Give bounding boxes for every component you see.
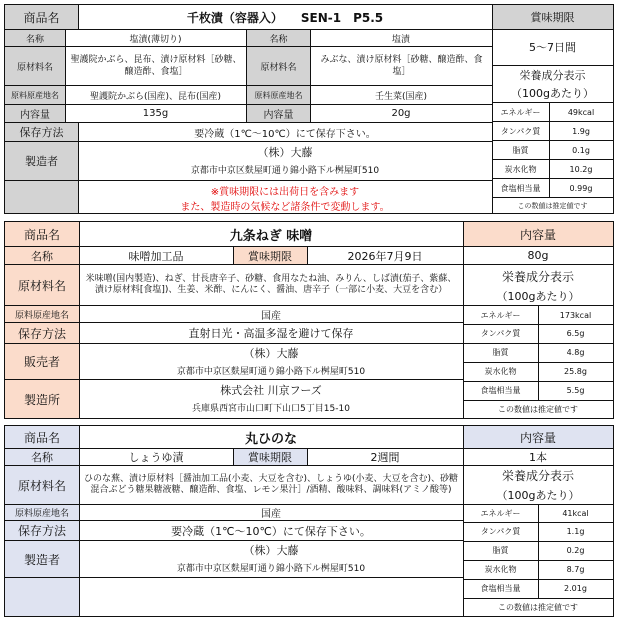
- label2-nutrition-basis: （100gあたり）: [496, 289, 580, 303]
- nutrition-value: 25.8g: [564, 367, 587, 376]
- label1-storage-value: 要冷蔵（1℃～10℃）にて保存下さい。: [194, 128, 376, 140]
- nutrition-value: 1.1g: [566, 527, 585, 536]
- label2-content-header: 内容量: [463, 222, 613, 246]
- label1-maker-label: 製造者: [5, 142, 78, 180]
- nutrition-value: 0.2g: [566, 546, 585, 555]
- label1-left-ingredients-label: 原材料名: [5, 47, 65, 85]
- nutrition-value: 0.1g: [572, 145, 590, 155]
- label3-name-value: しょうゆ漬: [128, 451, 184, 464]
- nutrition-label: 脂質: [492, 348, 509, 357]
- label3-content-header: 内容量: [463, 426, 613, 448]
- label1-left-origin-value: 聖護院かぶら(国産)、昆布(国産): [89, 91, 222, 102]
- label1-right-origin-value: 壬生菜(国産): [374, 91, 428, 102]
- nutrition-value: 5.5g: [566, 386, 585, 395]
- nutrition-label: 食塩相当量: [480, 386, 521, 395]
- nutrition-value: 41kcal: [562, 509, 589, 518]
- label1-left-origin-label: 原料原産地名: [5, 86, 65, 104]
- label2-maker-name: 株式会社 川京フーズ: [220, 383, 322, 397]
- nutrition-value: 6.5g: [566, 329, 585, 338]
- label3-origin-label: 原料原産地名: [5, 505, 79, 520]
- label2-storage-value: 直射日光・高温多湿を避けて保存: [188, 327, 354, 340]
- nutrition-label: エネルギー: [500, 107, 541, 117]
- label1-left-content-value: 135g: [142, 108, 169, 119]
- nutrition-value: 49kcal: [567, 107, 595, 117]
- nutrition-row: [492, 160, 613, 178]
- nutrition-row: [492, 103, 613, 121]
- label2-content-value: 80g: [527, 249, 549, 262]
- label3-nutrition-basis: （100gあたり）: [496, 488, 580, 502]
- label1-right-content-value: 20g: [391, 108, 411, 119]
- label1-nutrition-note: この数値は推定値です: [517, 201, 588, 210]
- nutrition-label: タンパク質: [480, 527, 521, 536]
- label1-shelf-life-header: 賞味期限: [492, 5, 613, 29]
- label1-maker-name: （株）大藤: [257, 146, 313, 159]
- label3-storage-label: 保存方法: [5, 521, 79, 540]
- nutrition-value: 10.2g: [569, 164, 593, 174]
- nutrition-value: 2.01g: [564, 584, 587, 593]
- nutrition-row: [492, 122, 613, 140]
- label3-item-name-header: 商品名: [5, 426, 79, 448]
- label2-shelf-life-label: 賞味期限: [233, 247, 307, 264]
- label2-seller-name: （株）大藤: [243, 347, 299, 360]
- label3-maker-label: 製造者: [5, 541, 79, 577]
- label2-seller-label: 販売者: [5, 344, 79, 379]
- label2-nutrition-note: この数値は推定値です: [498, 404, 578, 414]
- label3-maker-name: （株）大藤: [243, 544, 299, 557]
- label2-ingredients-label: 原材料名: [5, 265, 79, 305]
- label2-origin-value: 国産: [261, 310, 281, 322]
- label3-origin-value: 国産: [261, 509, 281, 520]
- nutrition-label: エネルギー: [480, 310, 521, 320]
- label1-note-cell: [5, 181, 78, 213]
- label1-nutrition-title: 栄養成分表示: [519, 69, 586, 82]
- label2-seller-address: 京都市中京区麩屋町通り錦小路下ル桝屋町510: [176, 366, 366, 377]
- label3-maker-address: 京都市中京区麩屋町通り錦小路下ル桝屋町510: [176, 563, 366, 574]
- label3-name-label: 名称: [5, 449, 79, 465]
- label1-right-ingredients-label: 原材料名: [247, 47, 310, 85]
- nutrition-value: 173kcal: [559, 310, 592, 320]
- nutrition-label: タンパク質: [500, 126, 541, 136]
- label2-shelf-life-value: 2026年7月9日: [347, 249, 423, 263]
- label2-ingredients-value: 米味噌(国内製造)、ねぎ、甘長唐辛子、砂糖、食用なたね油、みりん、しば漬(茄子、紫蘇、漬け原材料[食塩])、生姜、米酢、にんにく、醤油、唐辛子（一部に小麦、大豆を含む）: [85, 274, 457, 295]
- nutrition-row: [492, 141, 613, 159]
- nutrition-label: タンパク質: [480, 329, 521, 338]
- nutrition-value: 8.7g: [566, 565, 585, 574]
- label3-shelf-life-label: 賞味期限: [233, 449, 307, 465]
- nutrition-label: エネルギー: [480, 509, 521, 518]
- label1-left-ingredients-value: 聖護院かぶら、昆布、漬け原材料［砂糖、醸造酢、食塩］: [70, 55, 242, 77]
- nutrition-value: 1.9g: [572, 126, 590, 136]
- label1-product-title: 千枚漬（容器入） SEN-1 P5.5: [186, 10, 384, 25]
- label3-shelf-life-value: 2週間: [370, 451, 400, 464]
- label2-maker-label: 製造所: [5, 380, 79, 418]
- label3-product-title: 丸ひのな: [244, 431, 297, 447]
- label1-shelf-life-value: 5～7日間: [529, 41, 576, 54]
- label2-name-label: 名称: [5, 247, 79, 264]
- label2-storage-label: 保存方法: [5, 323, 79, 343]
- label1-note-line1: ※賞味期限には出荷日を含みます: [210, 187, 360, 198]
- nutrition-row: [492, 179, 613, 197]
- label1-note-line2: また、製造時の気候など諸条件で変動します。: [180, 202, 390, 213]
- label1-right-content-label: 内容量: [247, 105, 310, 122]
- nutrition-label: 食塩相当量: [480, 584, 521, 593]
- nutrition-value: 4.8g: [566, 348, 585, 357]
- label1-maker-address: 京都市中京区麩屋町通り錦小路下ル桝屋町510: [190, 166, 380, 176]
- label3-nutrition-note: この数値は推定値です: [498, 602, 578, 612]
- label1-storage-label: 保存方法: [5, 123, 78, 141]
- label2-origin-label: 原料原産地名: [5, 306, 79, 322]
- label3-ingredients-label: 原材料名: [5, 466, 79, 504]
- label2-product-title: 九条ねぎ 味噌: [229, 228, 313, 244]
- label3-nutrition-title: 栄養成分表示: [501, 469, 574, 483]
- nutrition-label: 炭水化物: [484, 565, 517, 574]
- label1-right-name-value: 塩漬: [391, 34, 410, 45]
- label1-right-ingredients-value: みぶな、漬け原材料［砂糖、醸造酢、食塩］: [320, 55, 483, 77]
- label3-blank-cell: [5, 578, 79, 616]
- label1-right-origin-label: 原料原産地名: [247, 86, 310, 104]
- label1-left-name-value: 塩漬(薄切り): [129, 34, 182, 45]
- nutrition-label: 炭水化物: [484, 367, 517, 376]
- label1-item-name-header: 商品名: [5, 5, 78, 29]
- label2-item-name-header: 商品名: [5, 222, 79, 246]
- label2-nutrition-title: 栄養成分表示: [501, 270, 574, 284]
- label1-right-name-label: 名称: [247, 30, 310, 46]
- nutrition-label: 食塩相当量: [500, 183, 541, 193]
- nutrition-value: 0.99g: [569, 183, 593, 193]
- label1-nutrition-basis: （100gあたり）: [511, 87, 594, 100]
- label3-storage-value: 要冷蔵（1℃～10℃）にて保存下さい。: [171, 524, 371, 538]
- nutrition-label: 炭水化物: [504, 164, 537, 174]
- nutrition-label: 脂質: [492, 546, 509, 555]
- nutrition-label: 脂質: [512, 145, 529, 155]
- label3-content-value: 1本: [529, 451, 547, 464]
- label2-maker-address: 兵庫県西宮市山口町下山口5丁目15-10: [192, 404, 350, 414]
- label1-left-content-label: 内容量: [5, 105, 65, 122]
- label2-name-value: 味噌加工品: [128, 249, 184, 263]
- label1-left-name-label: 名称: [5, 30, 65, 46]
- label3-ingredients-value: ひのな蕪、漬け原材料［醤油加工品(小麦、大豆を含む)、しょうゆ(小麦、大豆を含む)、砂糖混合ぶどう糖果糖液糖、醸造酢、食塩、レモン果汁］/酒精、酸味料、調味料(アミノ酸等): [83, 474, 459, 495]
